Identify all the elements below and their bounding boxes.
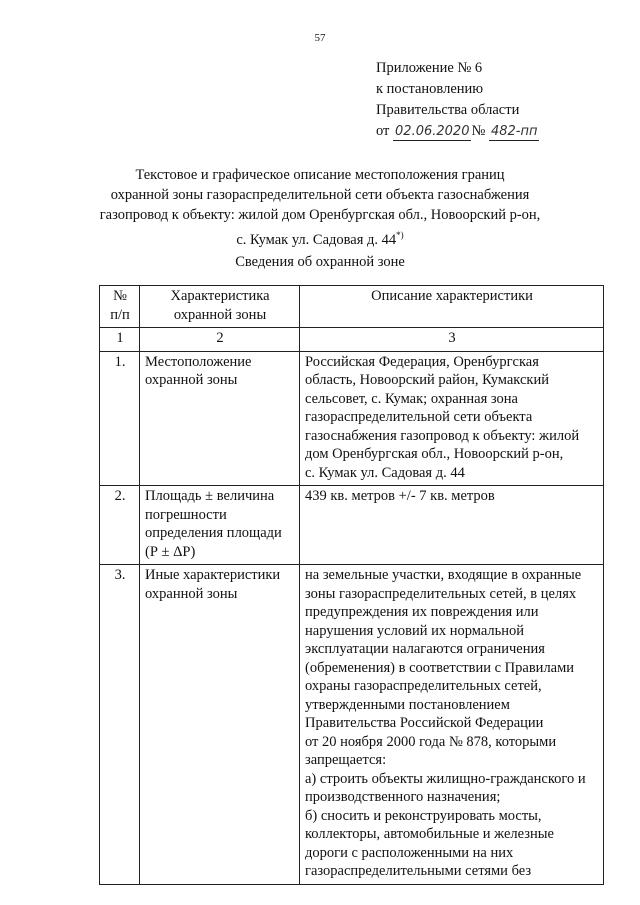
text-line: Местоположение [145,353,252,370]
handwritten-date: 02.06.2020 [395,124,470,139]
text-line: а) строить объекты жилищно-гражданского и [305,770,586,787]
text-line: охранной зоны [145,585,238,602]
row-characteristic [140,486,300,565]
title-line-2: охранной зоны газораспределительной сети объекта газоснабжения [110,187,530,203]
text-line: Правительства Российской Федерации [305,715,544,731]
header-number-line-2: п/п [110,306,130,323]
appendix-line-2: к постановлению [376,81,484,97]
text-line: (обременения) в соответствии с Правилами [305,659,575,676]
text-line: б) сносить и реконструировать мосты, [305,807,542,824]
text-line: Российская Федерация, Оренбургская [305,353,539,370]
column-index-row [100,328,604,352]
row-number: 3. [100,565,140,885]
text-line: нарушения условий их нормальной [305,622,525,639]
appendix-block [376,58,539,142]
row-description [300,565,604,885]
text-line: с. Кумак ул. Садовая д. 44 [305,464,465,481]
zone-info-table [99,285,604,885]
text-line: зоны газораспределительных сетей, в целях [305,585,577,602]
text-line: охраны газораспределительных сетей, [305,678,542,694]
row-description [300,351,604,486]
text-line: дом Оренбургская обл., Новоорский р-он, [305,446,564,462]
row-number: 1. [100,351,140,486]
text-line: газоснабжения газопровод к объекту: жилой [305,427,580,444]
appendix-date-line [376,121,539,142]
text-line: производственного назначения; [305,789,501,805]
title-line-4 [0,225,640,250]
header-number [100,286,140,328]
text-line: 439 кв. метров +/- 7 кв. метров [305,488,495,504]
title-line-1: Текстовое и графическое описание местоположения границ [135,167,505,183]
text-line: утвержденными постановлением [305,696,510,713]
handwritten-number: 482-пп [490,124,538,139]
header-number-line-1: № [113,288,127,304]
footnote-mark: *) [396,230,404,240]
text-line: коллекторы, автомобильные и железные [305,826,554,842]
text-line: определения площади [145,525,282,541]
row-characteristic [140,351,300,486]
title-line-4-text: с. Кумак ул. Садовая д. 44 [236,231,397,248]
text-line: Площадь ± величина [145,488,275,504]
text-line: от 20 ноября 2000 года № 878, которыми [305,733,557,750]
appendix-line-1: Приложение № 6 [376,60,483,76]
number-sign: № [471,123,486,139]
table-row [100,351,604,486]
date-prefix: от [376,123,390,139]
text-line: эксплуатации налагаются ограничения [305,641,545,657]
text-line: Иные характеристики [145,567,281,583]
text-line: на земельные участки, входящие в охранные [305,567,582,583]
table-row [100,486,604,565]
text-line: запрещается: [305,752,387,768]
column-index-1: 1 [100,328,140,352]
appendix-line-3: Правительства области [376,102,520,118]
page-number: 57 [314,32,326,44]
document-title [0,165,640,250]
text-line: предупреждения их повреждения или [305,604,539,620]
text-line: (Р ± ΔР) [145,543,196,560]
header-description: Описание характеристики [300,286,604,328]
text-line: охранной зоны [145,372,238,388]
text-line: погрешности [145,506,227,523]
text-line: область, Новоорский район, Кумакский [305,372,549,388]
table-row [100,565,604,885]
text-line: газораспределительными сетями без [305,863,532,879]
row-number: 2. [100,486,140,565]
text-line: дороги с расположенными на них [305,844,514,861]
text-line: сельсовет, с. Кумак; охранная зона [305,390,518,407]
column-index-2: 2 [140,328,300,352]
row-description [300,486,604,565]
text-line: газораспределительной сети объекта [305,409,533,425]
section-subtitle: Сведения об охранной зоне [235,254,405,270]
title-line-3: газопровод к объекту: жилой дом Оренбургская обл., Новоорский р-он, [99,207,541,223]
row-characteristic [140,565,300,885]
table-header-row [100,286,604,328]
header-characteristic-line-2: охранной зоны [173,306,267,323]
column-index-3: 3 [300,328,604,352]
header-characteristic [140,286,300,328]
header-characteristic-line-1: Характеристика [170,288,270,304]
